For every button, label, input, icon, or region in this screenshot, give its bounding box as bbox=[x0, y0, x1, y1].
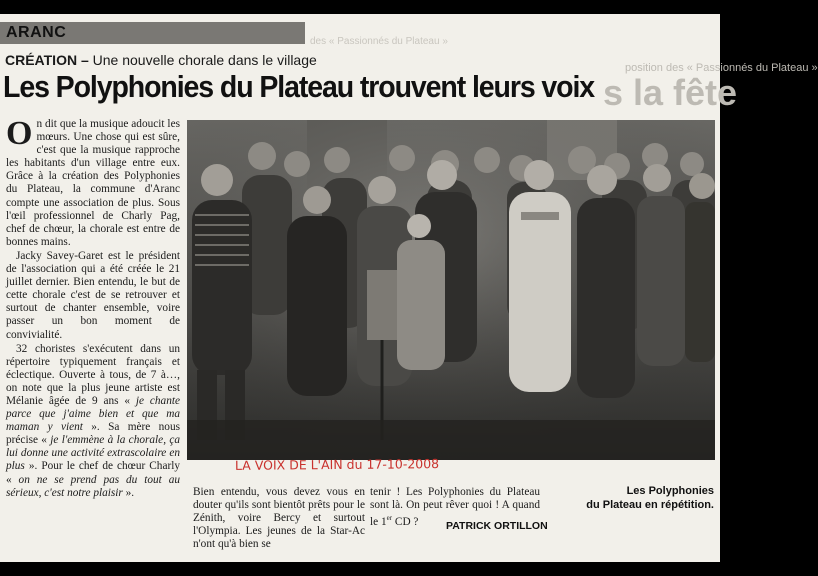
bleed-headline-fragment: s la fête bbox=[603, 72, 738, 113]
handwritten-source-note: LA VOIX DE L'AIN du 17-10-2008 bbox=[234, 456, 440, 473]
col3-text-a: tenir ! Les Polyphonies du Plateau sont là. On peut rêver quoi ! A quand le 1 bbox=[370, 486, 540, 528]
p3-part-b: ». Sa mère nous précise « bbox=[6, 421, 180, 447]
p3-part-a: 32 choristes s'exécutent dans un répertoire typiquement français et éclectique. Ouverte à tous, de 7 à…, on note que la plus jeune artiste est Mélanie âgée de 9 ans « bbox=[6, 342, 180, 407]
caption-line-1: Les Polyphonies bbox=[626, 485, 714, 497]
choir-photo bbox=[187, 120, 715, 460]
kicker-label: CRÉATION – bbox=[5, 52, 89, 68]
quote-melanie: je chante parce que j'aime bien et que ma maman y vient bbox=[6, 394, 180, 434]
bleed-adjacent-article bbox=[597, 14, 818, 124]
drop-cap: O bbox=[6, 115, 33, 152]
p3-part-c: ». Pour le chef de chœur Charly « bbox=[6, 460, 181, 486]
col3-text-b: CD ? bbox=[392, 515, 419, 528]
caption-line-2: du Plateau en répétition. bbox=[586, 499, 714, 511]
article-column-2: Bien entendu, vous devez vous en douter qu'ils sont bientôt prêts pour le Zénith, voire Bercy et surtout l'Olympia. Les jeunes de la Star-Ac n'ont qu'à bien se bbox=[193, 486, 365, 551]
bleed-text-mid: des « Passionnés du Plateau » bbox=[310, 36, 448, 47]
paragraph-1-text: n dit que la musique adoucit les mœurs. Une chose qui est sûre, c'est que la musique rapproche les habitants d'un village entre eux. Grâce à la création des Polyphonies du Plateau, la commune d'Aranc compte une association de plus. Sous l'œil professionnel de Charly Pag, chef de chœur, la chorale est entre de bonnes mains. bbox=[6, 118, 180, 248]
photo-caption bbox=[586, 484, 714, 512]
kicker-text: Une nouvelle chorale dans le village bbox=[92, 52, 317, 68]
quote-charly: on ne se prend pas du tout au sérieux, c'est notre plaisir bbox=[6, 473, 180, 499]
headline: Les Polyphonies du Plateau trouvent leurs voix bbox=[3, 69, 595, 104]
paragraph-3 bbox=[6, 343, 180, 500]
col3-superscript: er bbox=[386, 514, 393, 523]
newspaper-clipping bbox=[0, 14, 818, 562]
paragraph-1 bbox=[6, 115, 180, 249]
choir-photo-image bbox=[187, 120, 715, 460]
kicker bbox=[5, 52, 317, 68]
paragraph-2: Jacky Savey-Garet est le président de l'association qui a été créée le 21 juillet dernier. Bien entendu, le but de cette chorale c'est de se retrouver et surtout de chanter ensemble, voire passer un bon moment de convivialité. bbox=[6, 249, 180, 341]
bleed-small-text: position des « Passionnés du Plateau » bbox=[625, 62, 818, 74]
p3-part-d: ». bbox=[125, 486, 135, 499]
section-bar bbox=[0, 22, 305, 44]
section-label: ARANC bbox=[6, 24, 67, 41]
article-column-1 bbox=[6, 115, 181, 558]
quote-mother: je l'emmène à la chorale, ça lui donne une activité extrascolaire en plus bbox=[6, 434, 180, 473]
byline: PATRICK ORTILLON bbox=[446, 520, 548, 532]
